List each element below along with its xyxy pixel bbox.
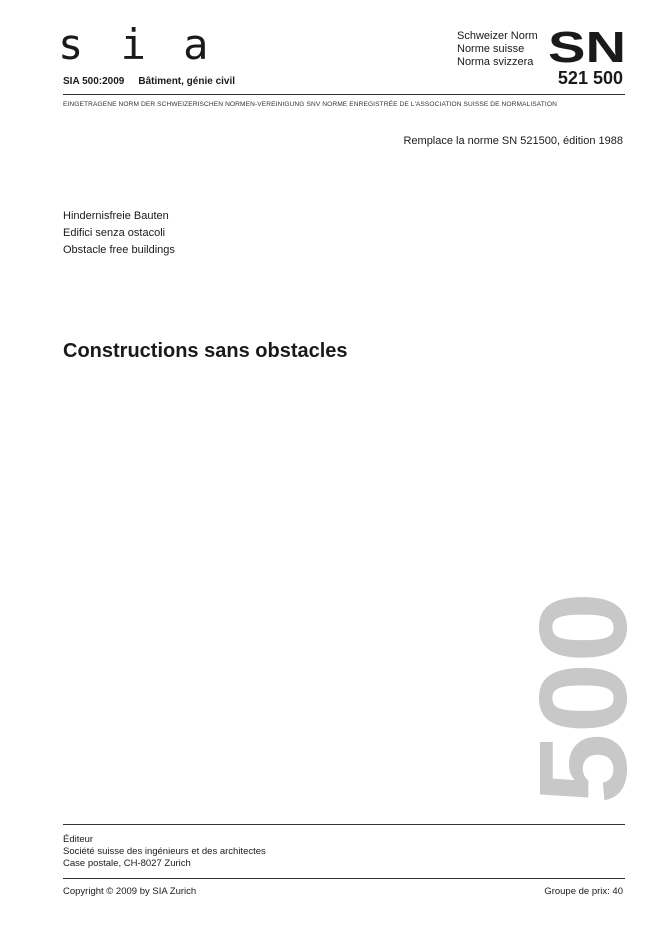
sn-logo <box>548 23 628 72</box>
main-title: Constructions sans obstacles <box>63 340 348 362</box>
norm-language-it: Norma svizzera <box>457 56 534 68</box>
big-number <box>515 590 653 805</box>
norm-language-fr: Norme suisse <box>457 43 525 55</box>
document-reference <box>63 76 235 87</box>
publisher-label: Éditeur <box>63 834 94 845</box>
big-number-text: 500 <box>515 597 653 804</box>
sn-number: 521 500 <box>557 68 623 88</box>
price-group: Groupe de prix: 40 <box>544 886 623 897</box>
copyright: Copyright © 2009 by SIA Zurich <box>63 886 197 897</box>
sn-logo-text: SN <box>548 23 626 72</box>
replaces-note: Remplace la norme SN 521500, édition 1988 <box>403 135 623 147</box>
footer-divider <box>63 878 625 879</box>
title-italian: Edifici senza ostacoli <box>63 227 166 239</box>
sia-logo: s i a <box>58 20 215 69</box>
publisher-name: Société suisse des ingénieurs et des architectes <box>63 846 266 857</box>
publisher-divider <box>63 824 625 825</box>
registration-notice: EINGETRAGENE NORM DER SCHWEIZERISCHEN NORMEN-VEREINIGUNG SNV NORME ENREGISTRÉE DE L'ASSOCIATION SUISSE DE NORMALISATION <box>63 101 557 108</box>
publisher-address: Case postale, CH-8027 Zurich <box>63 858 191 869</box>
title-german: Hindernisfreie Bauten <box>63 210 169 222</box>
title-english: Obstacle free buildings <box>63 244 175 256</box>
header-divider <box>63 94 625 95</box>
doc-id: SIA 500:2009 <box>63 76 125 87</box>
norm-language-de: Schweizer Norm <box>457 30 538 42</box>
doc-domain: Bâtiment, génie civil <box>138 76 236 87</box>
